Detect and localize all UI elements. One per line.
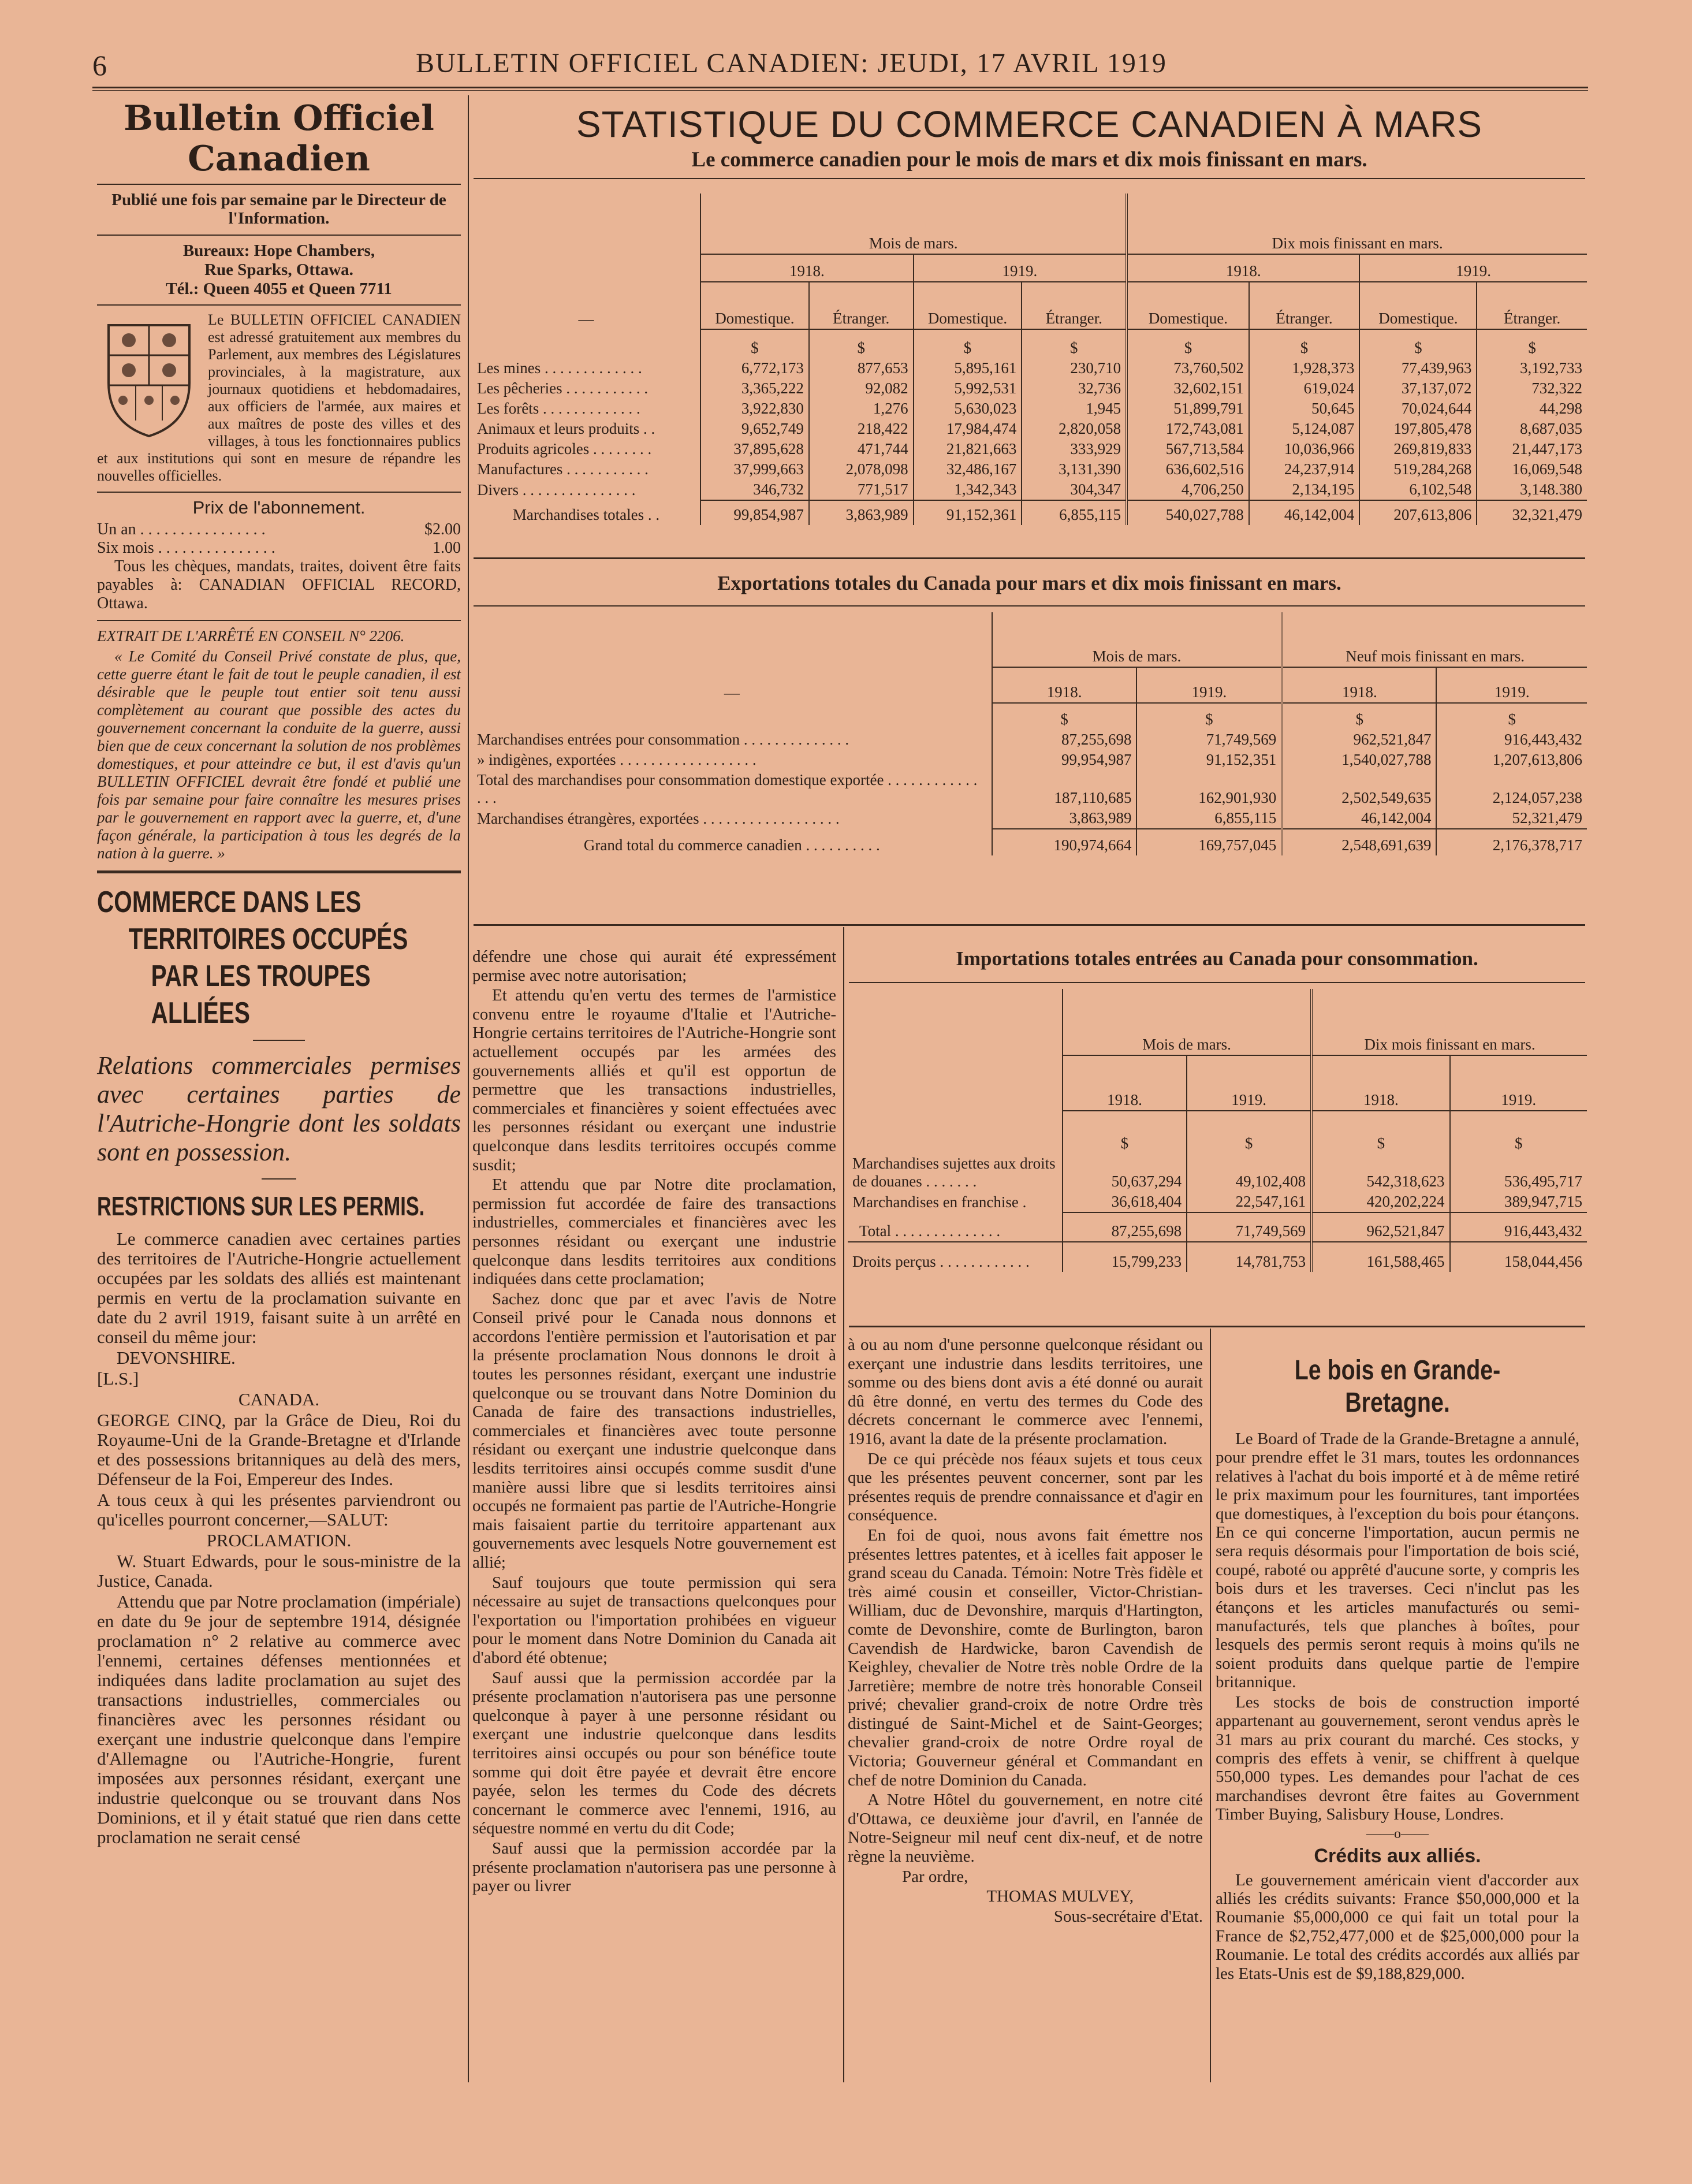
credits-block — [1216, 1871, 1579, 1983]
im-cell: 50,637,294 — [1063, 1154, 1187, 1192]
im-stub — [848, 989, 1063, 1111]
t1-group-row — [472, 194, 1587, 254]
t1-row — [472, 419, 1587, 439]
t1-col-3: Étranger. — [1022, 282, 1127, 329]
t1-cell: 10,036,966 — [1249, 439, 1360, 459]
ex-dollar: $ — [1282, 703, 1436, 730]
header-rule-thin — [92, 90, 1588, 91]
running-header — [92, 45, 1588, 85]
im-droits-cell: 14,781,753 — [1187, 1242, 1311, 1272]
commerce-col3 — [848, 1335, 1203, 1927]
commerce-para1: Le commerce canadien avec certaines parties des territoires de l'Autriche-Hongrie actuellement occupées par les soldats des alliés est maintenant permis en vertu de la proclamation suivante en date du 2 avril 1919, faisant suite à un arrêté en conseil du même jour: — [97, 1229, 461, 1347]
im-droits-row — [848, 1242, 1587, 1272]
t1-col-0: Domestique. — [700, 282, 809, 329]
im-cell: 536,495,717 — [1450, 1154, 1587, 1192]
rule-d — [97, 620, 461, 621]
im-droits-cell: 158,044,456 — [1450, 1242, 1587, 1272]
ex-row — [472, 808, 1587, 829]
t1-total-cell: 32,321,479 — [1477, 500, 1587, 525]
im-row — [848, 1154, 1587, 1192]
im-total-label: Total . . . . . . . . . . . . . . — [859, 1222, 1001, 1240]
imports-table — [848, 989, 1587, 1272]
signer-title: Sous-secrétaire d'Etat. — [1053, 1907, 1203, 1926]
bois-text — [1216, 1430, 1579, 1824]
stat-subtitle: Le commerce canadien pour le mois de mars et dix mois finissant en mars. — [691, 148, 1367, 172]
t1-cell: 218,422 — [809, 419, 914, 439]
ex-row-label: Marchandises entrées pour consommation . . . . . . . . . . . . . . — [477, 731, 849, 748]
t1-cell: 5,992,531 — [914, 378, 1022, 399]
imports-top-rule — [849, 982, 1585, 983]
im-total-cell: 962,521,847 — [1311, 1212, 1449, 1242]
bureaux-line-3: Tél.: Queen 4055 et Queen 7711 — [166, 280, 392, 298]
col3-p1: De ce qui précède nos féaux sujets et tous ceux que les présentes peuvent concerner, sont par les présentes requis de prendre connaissance et d'agir en conséquence. — [848, 1449, 1203, 1525]
t1-cell: 172,743,081 — [1127, 419, 1249, 439]
t1-cell: 1,945 — [1022, 399, 1127, 419]
im-row — [848, 1192, 1587, 1212]
t1-cell: 2,820,058 — [1022, 419, 1127, 439]
t1-cell: 32,602,151 — [1127, 378, 1249, 399]
t1-cell: 519,284,268 — [1359, 459, 1477, 479]
devonshire: DEVONSHIRE. — [117, 1348, 236, 1368]
masthead: Bulletin Officiel Canadien — [124, 98, 434, 179]
im-cell: 36,618,404 — [1063, 1192, 1187, 1212]
page-number: 6 — [92, 49, 107, 81]
exports-bottom-rule — [474, 924, 1585, 926]
t1-cell: 8,687,035 — [1477, 419, 1587, 439]
t1-cell: 197,805,478 — [1359, 419, 1477, 439]
t1-col-5: Étranger. — [1249, 282, 1360, 329]
t1-total-cell: 91,152,361 — [914, 500, 1022, 525]
t1-cell: 92,082 — [809, 378, 914, 399]
t1-row-label: Manufactures . . . . . . . . . . . — [477, 460, 649, 478]
col2-p3: Sachez donc que par et avec l'avis de Notre Conseil privé pour le Canada nous donnons et accordons l'entière permission et l'autorisation et par la présente proclamation Nous donnons le droit à toutes les personnes résidant, exerçant une industrie quelconque ou se trouvant dans Notre Dominion du Canada de faire des transactions industrielles, commerciales et financières avec toute personne résidant ou exerçant une industrie quelconque dans lesdits territoires ainsi occupés comme susdit d'une manière aussi libre que si lesdits territoires ainsi occupés ne formaient pas partie de l'Autriche-Hongrie mais faisaient partie du territoire appartenant aux gouvernements avec lesquels Notre gouvernement est allié; — [472, 1289, 836, 1572]
t1-row-label: Les mines . . . . . . . . . . . . . — [477, 359, 642, 377]
ex-row — [472, 770, 1587, 808]
ex-cell: 2,502,549,635 — [1282, 770, 1436, 808]
rule-c — [97, 492, 461, 493]
exports-table — [472, 612, 1587, 855]
coat-of-arms-icon — [97, 314, 201, 441]
ex-dollar-stub — [472, 703, 992, 730]
ex-dollar: $ — [1436, 703, 1587, 730]
t1-col-1: Étranger. — [809, 282, 914, 329]
t1-cell: 771,517 — [809, 479, 914, 500]
im-cell: 420,202,224 — [1311, 1192, 1449, 1212]
im-cell: 389,947,715 — [1450, 1192, 1587, 1212]
t1-body — [472, 358, 1587, 500]
proclamation-heading: PROCLAMATION. — [206, 1530, 352, 1550]
bureaux-line-2: Rue Sparks, Ottawa. — [204, 261, 353, 279]
t1-row — [472, 479, 1587, 500]
left-column — [97, 98, 461, 1848]
stuart-edwards: W. Stuart Edwards, pour le sous-ministre de la Justice, Canada. — [97, 1551, 461, 1591]
prix-row-six — [97, 539, 461, 557]
t1-cell: 5,630,023 — [914, 399, 1022, 419]
col3-p0: à ou au nom d'une personne quelconque résidant ou exerçant une industrie dans lesdits territoires, une somme ou des biens dont avis a été donné ou aurait dû être donné, en vertu des termes du Code des décrets concernant le commerce avec l'ennemi, 1916, avant la date de la présente proclamation. — [848, 1335, 1203, 1448]
ex-dollar: $ — [1136, 703, 1282, 730]
im-row-label: Marchandises en franchise . — [852, 1193, 1027, 1211]
t1-dollar: $ — [914, 329, 1022, 358]
ex-year-0: 1918. — [992, 667, 1137, 703]
ex-cell: 1,540,027,788 — [1282, 750, 1436, 770]
im-year-3: 1919. — [1450, 1055, 1587, 1111]
im-year-1: 1919. — [1187, 1055, 1311, 1111]
im-cell: 49,102,408 — [1187, 1154, 1311, 1192]
ex-group-row — [472, 612, 1587, 667]
extrait-text: « Le Comité du Conseil Privé constate de plus, que, cette guerre étant le fait de tout le peuple canadien, il est désirable que le peuple tout entier soit tenu aussi complètement au courant que possible des actes du gouvernement concernant la conduite de la guerre, aussi bien que de ceux concernant la solution de nos problèmes domestiques, et pour atteindre ce but, il est d'avis qu'un BULLETIN OFFICIEL devrait être fondé et publié une fois par semaine pour faire connaître les mesures prises par le gouvernement en rapport avec la guerre, et, d'une façon générale, la participation à tous les degrés de la nation à la guerre. » — [97, 648, 461, 862]
t1-dollar: $ — [1477, 329, 1587, 358]
restrictions-title: RESTRICTIONS SUR LES PERMIS. — [97, 1191, 425, 1221]
prix-row-an — [97, 520, 461, 539]
t1-cell: 333,929 — [1022, 439, 1127, 459]
t1-row — [472, 459, 1587, 479]
ex-total-row — [472, 829, 1587, 855]
column-rule-mid — [843, 927, 844, 2082]
t1-total-cell: 99,854,987 — [700, 500, 809, 525]
t1-cell: 732,322 — [1477, 378, 1587, 399]
im-row-label: Marchandises sujettes aux droits de douanes . . . . . . . — [852, 1155, 1056, 1190]
ex-cell: 1,207,613,806 — [1436, 750, 1587, 770]
im-dollar-stub — [848, 1111, 1063, 1154]
commerce-title-1: COMMERCE DANS LES — [97, 885, 361, 919]
bois-p2: Les stocks de bois de construction importé appartenant au gouvernement, seront vendus après le 31 mars au prix courant du marché. Ces stocks, y compris des effets à venir, se chiffrent à quelque 550,000 types. Les demandes pour l'achat de ces marchandises devront être faites au Government Timber Buying, Salisbury House, Londres. — [1216, 1692, 1579, 1824]
im-dollar: $ — [1311, 1111, 1449, 1154]
t1-cell: 877,653 — [809, 358, 914, 378]
im-dollar: $ — [1450, 1111, 1587, 1154]
prix-title: Prix de l'abonnement. — [192, 497, 366, 518]
t1-row-label: Divers . . . . . . . . . . . . . . . — [477, 481, 636, 498]
commerce-subtitle: Relations commerciales permises avec certaines parties de l'Autriche-Hongrie dont les soldats sont en possession. — [97, 1051, 461, 1166]
bois-title: Le bois en Grande-Bretagne. — [1294, 1355, 1501, 1418]
t1-cell: 567,713,584 — [1127, 439, 1249, 459]
t1-group-dix: Dix mois finissant en mars. — [1127, 194, 1587, 254]
publie-text: Publié une fois par semaine par le Directeur de l'Information. — [111, 191, 446, 228]
im-droits-label: Droits perçus . . . . . . . . . . . . — [848, 1242, 1063, 1272]
im-dollar-row — [848, 1111, 1587, 1154]
t1-y1919-b: 1919. — [1359, 254, 1587, 282]
im-year-2: 1918. — [1311, 1055, 1449, 1111]
ls-seal: [L.S.] — [97, 1368, 139, 1389]
t1-cell: 2,134,195 — [1249, 479, 1360, 500]
im-group-dix: Dix mois finissant en mars. — [1311, 989, 1587, 1055]
t1-cell: 5,124,087 — [1249, 419, 1360, 439]
header-rule — [92, 87, 1588, 88]
t1-dollar-stub — [472, 329, 700, 358]
ex-dollar: $ — [992, 703, 1137, 730]
col3-p3: A Notre Hôtel du gouvernement, en notre cité d'Ottawa, ce deuxième jour d'avril, en l'année de Notre-Seigneur mil neuf cent dix-neuf, et de notre règne la neuvième. — [848, 1791, 1203, 1866]
t1-col-7: Étranger. — [1477, 282, 1587, 329]
ex-cell: 46,142,004 — [1282, 808, 1436, 829]
im-group-row — [848, 989, 1587, 1055]
t1-cell: 3,148.380 — [1477, 479, 1587, 500]
t1-row-label: Animaux et leurs produits . . — [477, 420, 655, 437]
column-rule-right — [1210, 1329, 1211, 2082]
t1-group-mois: Mois de mars. — [700, 194, 1127, 254]
ex-cell: 71,749,569 — [1136, 730, 1282, 750]
commerce-col2 — [472, 947, 836, 1897]
credits-text: Le gouvernement américain vient d'accorder aux alliés les crédits suivants: France $50,000,000 et la Roumanie $5,000,000 ce qui fait un total pour la France de $2,752,477,000 et de $25,000,000 pour la Roumanie. Le total des crédits accordés aux alliés par les Etats-Unis est de $9,188,829,000. — [1216, 1870, 1579, 1983]
t1-cell: 73,760,502 — [1127, 358, 1249, 378]
bureaux-block — [97, 241, 461, 299]
im-dollar: $ — [1187, 1111, 1311, 1154]
t1-cell: 37,999,663 — [700, 459, 809, 479]
t1-cell: 44,298 — [1477, 399, 1587, 419]
t1-cell: 3,365,222 — [700, 378, 809, 399]
t1-row — [472, 399, 1587, 419]
im-cell: 542,318,623 — [1311, 1154, 1449, 1192]
t1-cell: 32,486,167 — [914, 459, 1022, 479]
ex-body — [472, 730, 1587, 829]
ex-total-cell: 2,176,378,717 — [1436, 829, 1587, 855]
t1-bottom-rule — [474, 557, 1585, 559]
t1-y1918-a: 1918. — [700, 254, 914, 282]
ex-cell: 6,855,115 — [1136, 808, 1282, 829]
exports-top-rule — [474, 605, 1585, 607]
t1-cell: 4,706,250 — [1127, 479, 1249, 500]
credits-title: Crédits aux alliés. — [1314, 1844, 1481, 1867]
prix-an-label: Un an . . . . . . . . . . . . . . . . — [97, 520, 266, 538]
ex-group-mois: Mois de mars. — [992, 612, 1283, 667]
ex-total-cell: 2,548,691,639 — [1282, 829, 1436, 855]
t1-cell: 70,024,644 — [1359, 399, 1477, 419]
t1-dollar: $ — [700, 329, 809, 358]
t1-cell: 3,131,390 — [1022, 459, 1127, 479]
tous-ceux: A tous ceux à qui les présentes parviendront ou qu'icelles pourront concerner,—SALUT: — [97, 1490, 461, 1530]
ex-cell: 187,110,685 — [992, 770, 1137, 808]
t1-dollar: $ — [1022, 329, 1127, 358]
t1-cell: 471,744 — [809, 439, 914, 459]
col2-p0: défendre une chose qui aurait été expressément permise avec notre autorisation; — [472, 947, 836, 985]
t1-dollar-row — [472, 329, 1587, 358]
im-dollar: $ — [1063, 1111, 1187, 1154]
im-total-row — [848, 1212, 1587, 1242]
t1-cell: 17,984,474 — [914, 419, 1022, 439]
header-title: BULLETIN OFFICIEL CANADIEN: JEUDI, 17 AVRIL 1919 — [416, 48, 1167, 79]
t1-cell: 9,652,749 — [700, 419, 809, 439]
canada: CANADA. — [238, 1389, 320, 1409]
t1-cell: 16,069,548 — [1477, 459, 1587, 479]
t1-cell: 37,895,628 — [700, 439, 809, 459]
t1-cell: 51,899,791 — [1127, 399, 1249, 419]
t1-cell: 619,024 — [1249, 378, 1360, 399]
ex-total-cell: 190,974,664 — [992, 829, 1137, 855]
t1-cell: 6,102,548 — [1359, 479, 1477, 500]
ex-cell: 52,321,479 — [1436, 808, 1587, 829]
intro-block — [97, 311, 461, 485]
t1-total-label: Marchandises totales . . — [512, 506, 660, 523]
t1-cell: 5,895,161 — [914, 358, 1022, 378]
title-dash — [253, 1040, 305, 1041]
t1-y1918-b: 1918. — [1127, 254, 1359, 282]
ex-row — [472, 750, 1587, 770]
bois-column — [1216, 1355, 1579, 1984]
t1-cell: 304,347 — [1022, 479, 1127, 500]
t1-stub: — — [578, 310, 594, 328]
t1-cell: 77,439,963 — [1359, 358, 1477, 378]
t1-cell: 50,645 — [1249, 399, 1360, 419]
t1-dollar: $ — [1359, 329, 1477, 358]
im-total-cell: 916,443,432 — [1450, 1212, 1587, 1242]
t1-cell: 2,078,098 — [809, 459, 914, 479]
george-cinq: GEORGE CINQ, par la Grâce de Dieu, Roi du Royaume-Uni de la Grande-Bretagne et d'Irlande et des possessions britanniques au delà des mers, Défenseur de la Foi, Empereur des Indes. — [97, 1410, 461, 1489]
rule-a — [97, 235, 461, 236]
t1-row — [472, 358, 1587, 378]
signer-name: THOMAS MULVEY, — [986, 1887, 1134, 1906]
t1-total-cell: 3,863,989 — [809, 500, 914, 525]
t1-col-2: Domestique. — [914, 282, 1022, 329]
bureaux-line-1: Bureaux: Hope Chambers, — [182, 241, 375, 260]
t1-total-cell: 6,855,115 — [1022, 500, 1127, 525]
ex-cell: 3,863,989 — [992, 808, 1137, 829]
prix-six-value: 1.00 — [433, 539, 461, 557]
ex-total-cell: 169,757,045 — [1136, 829, 1282, 855]
t1-row — [472, 439, 1587, 459]
col2-p1: Et attendu qu'en vertu des termes de l'armistice convenu entre le royaume d'Italie et l'Autriche-Hongrie certains territoires de l'Autriche-Hongrie sont actuellement occupés par les armées des gouvernements alliés et qu'il est opportun de permettre que les transactions industrielles, commerciales et financières y soient effectuées avec les personnes résidant ou exerçant une industrie quelconque dans lesdits territoires occupés comme susdit; — [472, 986, 836, 1174]
t1-dollar: $ — [809, 329, 914, 358]
col2-p4: Sauf toujours que toute permission qui sera nécessaire au sujet de transactions quelconques pour l'exportation ou l'importation prohibées en vigueur pour le moment dans Notre Dominion du Canada ait d'abord été obtenue; — [472, 1573, 836, 1667]
im-droits-cell: 15,799,233 — [1063, 1242, 1187, 1272]
ex-row-label: » indigènes, exportées . . . . . . . . . . . . . . . . . . — [477, 751, 756, 768]
t1-row-label: Les forêts . . . . . . . . . . . . . — [477, 400, 640, 417]
t1-cell: 1,276 — [809, 399, 914, 419]
t1-y1919-a: 1919. — [914, 254, 1127, 282]
t1-cell: 21,821,663 — [914, 439, 1022, 459]
t1-cell: 6,772,173 — [700, 358, 809, 378]
ex-cell: 962,521,847 — [1282, 730, 1436, 750]
attendu-1: Attendu que par Notre proclamation (impériale) en date du 9e jour de septembre 1914, désignée proclamation n° 2 relative au commerce avec l'ennemi, certaines défenses mentionnées et indiquées dans ladite proclamation au sujet des transactions industrielles, commerciales ou financières avec les personnes résidant ou exerçant une industrie quelconque dans l'empire d'Allemagne ou l'Autriche-Hongrie, furent imposées aux personnes résidant, exerçant une industrie quelconque ou se trouvant dans Nos Dominions, et il y était statué que rien dans cette proclamation ne serait censé — [97, 1591, 461, 1847]
t1-cell: 3,922,830 — [700, 399, 809, 419]
intro-text: Le BULLETIN OFFICIEL CANADIEN est adressé gratuitement aux membres du Parlement, aux membres des Législatures provinciales, à la magistrature, aux journaux quotidiens et hebdomadaires, aux officiers de l'armée, aux maires et aux maîtres de poste des villes et des villages, à tous les fonctionnaires publics et aux institutions qui sont en mesure de répandre les nouvelles officielles. — [97, 311, 461, 484]
rule-b — [97, 304, 461, 306]
t1-total-cell: 46,142,004 — [1249, 500, 1360, 525]
im-body — [848, 1154, 1587, 1212]
par-ordre: Par ordre, — [902, 1867, 968, 1886]
commerce-title-2: TERRITOIRES OCCUPÉS — [128, 922, 408, 956]
col2-p6: Sauf aussi que la permission accordée par la présente proclamation n'autorisera pas une personne à payer ou livrer — [472, 1839, 836, 1896]
t1-total-cell: 540,027,788 — [1127, 500, 1249, 525]
im-group-mois: Mois de mars. — [1063, 989, 1311, 1055]
t1-row-label: Les pêcheries . . . . . . . . . . . — [477, 379, 649, 397]
ex-dollar-row — [472, 703, 1587, 730]
stat-title: STATISTIQUE DU COMMERCE CANADIEN À MARS — [576, 103, 1483, 145]
t1-total-row — [472, 500, 1587, 525]
t1-cell: 636,602,516 — [1127, 459, 1249, 479]
im-year-0: 1918. — [1063, 1055, 1187, 1111]
t1-dollar: $ — [1249, 329, 1360, 358]
masthead-rule — [97, 184, 461, 185]
im-total-cell: 71,749,569 — [1187, 1212, 1311, 1242]
column-rule-left — [468, 95, 469, 2082]
t1-cell: 1,928,373 — [1249, 358, 1360, 378]
ex-group-neuf: Neuf mois finissant en mars. — [1282, 612, 1587, 667]
im-total-cell: 87,255,698 — [1063, 1212, 1187, 1242]
t1-total-cell: 207,613,806 — [1359, 500, 1477, 525]
bois-p1: Le Board of Trade de la Grande-Bretagne a annulé, pour prendre effet le 31 mars, toutes les ordonnances relatives à l'achat du bois importé et à de même retiré le prix maximum pour les fournitures, tant importées que domestiques, à l'exception du bois pour étançons. En ce qui concerne l'importation, aucun permis ne sera requis désormais pour l'importation de bois scié, coupé, raboté ou apprêté d'aucune sorte, y compris les bois durs et les traverses. Ceci n'inclut pas les étançons et les articles manufacturés ou semi-manufacturés, tels que planches à boîtes, pour lesquels des permis seront requis à moins qu'ils ne soient produits dans quelque partie de l'empire britannique. — [1216, 1430, 1579, 1692]
ex-total-label: Grand total du commerce canadien . . . . . . . . . . — [583, 836, 880, 854]
ex-cell: 162,901,930 — [1136, 770, 1282, 808]
rule-e — [97, 870, 461, 873]
ex-year-2: 1918. — [1282, 667, 1436, 703]
ex-year-1: 1919. — [1136, 667, 1282, 703]
ex-row-label: Total des marchandises pour consommation domestique exportée . . . . . . . . . . . . . . . — [477, 771, 978, 806]
prix-an-value: $2.00 — [424, 520, 461, 538]
ex-row — [472, 730, 1587, 750]
ex-row-label: Marchandises étrangères, exportées . . . . . . . . . . . . . . . . . . — [477, 810, 840, 827]
commerce-table — [472, 194, 1587, 525]
bois-separator: ——o—— — [1366, 1826, 1429, 1841]
prix-rows — [97, 520, 461, 557]
t1-cell: 1,342,343 — [914, 479, 1022, 500]
extrait-title: EXTRAIT DE L'ARRÊTÉ EN CONSEIL N° 2206. — [97, 627, 405, 645]
subtitle-dash — [262, 1178, 296, 1180]
col2-p5: Sauf aussi que la permission accordée par la présente proclamation n'autorisera pas une personne quelconque à payer à une personne résidant ou exerçant une industrie quelconque dans lesdits territoires ainsi occupés ou pour son bénéfice toute somme qui doit être payée et devrait être encore payée, selon les termes du Code des décrets concernant le commerce avec l'ennemi, 1916, au séquestre nommé en vertu du dit Code; — [472, 1668, 836, 1838]
im-droits-cell: 161,588,465 — [1311, 1242, 1449, 1272]
t1-cell: 32,736 — [1022, 378, 1127, 399]
col2-p2: Et attendu que par Notre dite proclamation, permission fut accordée de faire des transactions industrielles, commerciales et financières avec les personnes résidant ou exerçant une industrie quelconque dans lesdits territoires aux conditions indiquées dans cette proclamation; — [472, 1175, 836, 1289]
t1-cell: 230,710 — [1022, 358, 1127, 378]
imports-bottom-rule — [849, 1326, 1585, 1327]
ex-cell: 99,954,987 — [992, 750, 1137, 770]
imports-title: Importations totales entrées au Canada pour consommation. — [956, 947, 1478, 970]
t1-cell: 24,237,914 — [1249, 459, 1360, 479]
commerce-title-3: PAR LES TROUPES ALLIÉES — [151, 959, 371, 1030]
ex-cell: 91,152,351 — [1136, 750, 1282, 770]
ex-stub: — — [724, 684, 740, 701]
t1-cell: 21,447,173 — [1477, 439, 1587, 459]
col3-p2: En foi de quoi, nous avons fait émettre nos présentes lettres patentes, et à icelles fait apposer le grand sceau du Canada. Témoin: Notre Très fidèle et très aimé cousin et conseiller, Victor-Christian-William, duc de Devonshire, marquis d'Hartington, comte de Devonshire, comte de Burlington, baron Cavendish de Hardwicke, baron Cavendish de Keighley, chevalier de Notre très noble Ordre de la Jarretière; membre de notre très honorable Conseil privé; chevalier grand-croix de notre Ordre très distingué de Saint-Michel et de Saint-Georges; chevalier grand-croix de notre Ordre royal de Victoria; Gouverneur général et Commandant en chef de notre Dominion du Canada. — [848, 1526, 1203, 1789]
ex-cell: 2,124,057,238 — [1436, 770, 1587, 808]
t1-cell: 37,137,072 — [1359, 378, 1477, 399]
t1-cell: 3,192,733 — [1477, 358, 1587, 378]
stat-rule — [474, 178, 1585, 179]
commerce-col1 — [97, 1229, 461, 1847]
ex-cell: 87,255,698 — [992, 730, 1137, 750]
prix-six-label: Six mois . . . . . . . . . . . . . . . — [97, 539, 275, 557]
commerce-title — [97, 884, 462, 1032]
t1-col-4: Domestique. — [1127, 282, 1249, 329]
t1-row — [472, 378, 1587, 399]
t1-dollar: $ — [1127, 329, 1249, 358]
exports-title: Exportations totales du Canada pour mars et dix mois finissant en mars. — [717, 572, 1341, 594]
ex-year-3: 1919. — [1436, 667, 1587, 703]
im-cell: 22,547,161 — [1187, 1192, 1311, 1212]
t1-cell: 346,732 — [700, 479, 809, 500]
prix-note: Tous les chèques, mandats, traites, doivent être faits payables à: CANADIAN OFFICIAL RECORD, Ottawa. — [97, 557, 461, 612]
t1-cell: 269,819,833 — [1359, 439, 1477, 459]
t1-col-6: Domestique. — [1359, 282, 1477, 329]
ex-cell: 916,443,432 — [1436, 730, 1587, 750]
t1-row-label: Produits agricoles . . . . . . . . — [477, 440, 652, 457]
